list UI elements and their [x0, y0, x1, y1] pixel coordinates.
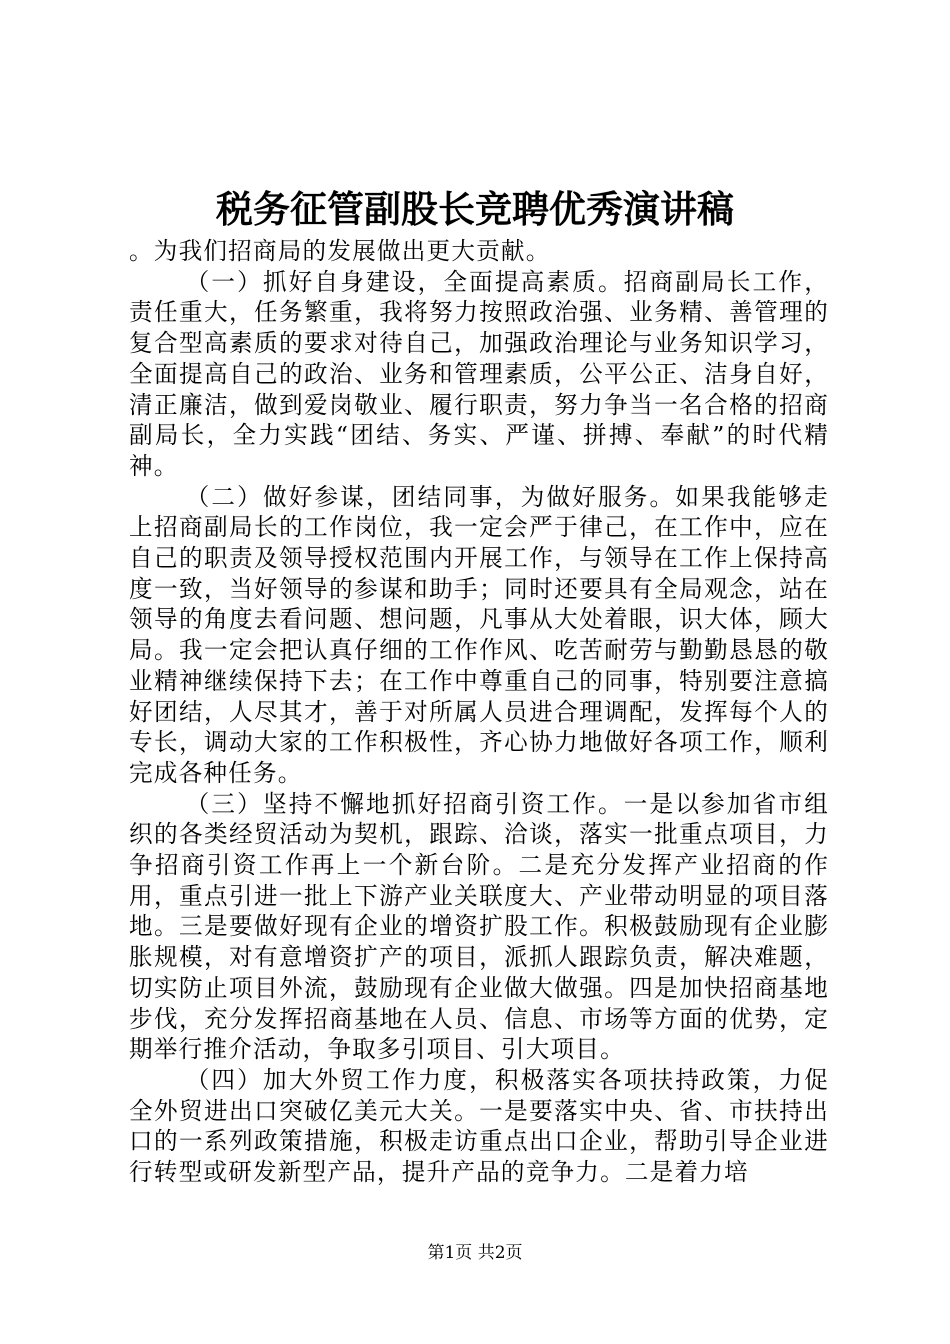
paragraph-section-3: （三）坚持不懈地抓好招商引资工作。一是以参加省市组织的各类经贸活动为契机，跟踪、洽谈，落实一批重点项目，力争招商引资工作再上一个新台阶。二是充分发挥产业招商的作用，重点引进一批上下游产业关联度大、产业带动明显的项目落地。三是要做好现有企业的增资扩股工作。积极鼓励现有企业膨胀规模，对有意增资扩产的项目，派抓人跟踪负责，解决难题，切实防止项目外流，鼓励现有企业做大做强。四是加快招商基地步伐，充分发挥招商基地在人员、信息、市场等方面的优势，定期举行推介活动，争取多引项目、引大项目。	[129, 789, 829, 1064]
document-body	[129, 236, 829, 1188]
paragraph-section-4: （四）加大外贸工作力度，积极落实各项扶持政策，力促全外贸进出口突破亿美元大关。一是要落实中央、省、市扶持出口的一系列政策措施，积极走访重点出口企业，帮助引导企业进行转型或研发新型产品，提升产品的竞争力。二是着力培	[129, 1065, 829, 1187]
page-title: 税务征管副股长竞聘优秀演讲稿	[216, 187, 734, 231]
paragraph-section-2: （二）做好参谋，团结同事，为做好服务。如果我能够走上招商副局长的工作岗位，我一定会严于律己，在工作中，应在自己的职责及领导授权范围内开展工作，与领导在工作上保持高度一致，当好领导的参谋和助手；同时还要具有全局观念，站在领导的角度去看问题、想问题，凡事从大处着眼，识大体，顾大局。我一定会把认真仔细的工作作风、吃苦耐劳与勤勤恳恳的敬业精神继续保持下去；在工作中尊重自己的同事，特别要注意搞好团结，人尽其才，善于对所属人员进合理调配，发挥每个人的专长，调动大家的工作积极性，齐心协力地做好各项工作，顺利完成各种任务。	[129, 482, 829, 787]
paragraph-section-1: （一）抓好自身建设，全面提高素质。招商副局长工作，责任重大，任务繁重，我将努力按照政治强、业务精、善管理的复合型高素质的要求对待自己，加强政治理论与业务知识学习，全面提高自己的政治、业务和管理素质，公平公正、洁身自好，清正廉洁，做到爱岗敬业、履行职责，努力争当一名合格的招商副局长，全力实践“团结、务实、严谨、拼搏、奉献”的时代精神。	[129, 267, 829, 480]
paragraph-intro: 。为我们招商局的发展做出更大贡献。	[129, 237, 551, 265]
page-footer: 第1页 共2页	[427, 1243, 523, 1263]
